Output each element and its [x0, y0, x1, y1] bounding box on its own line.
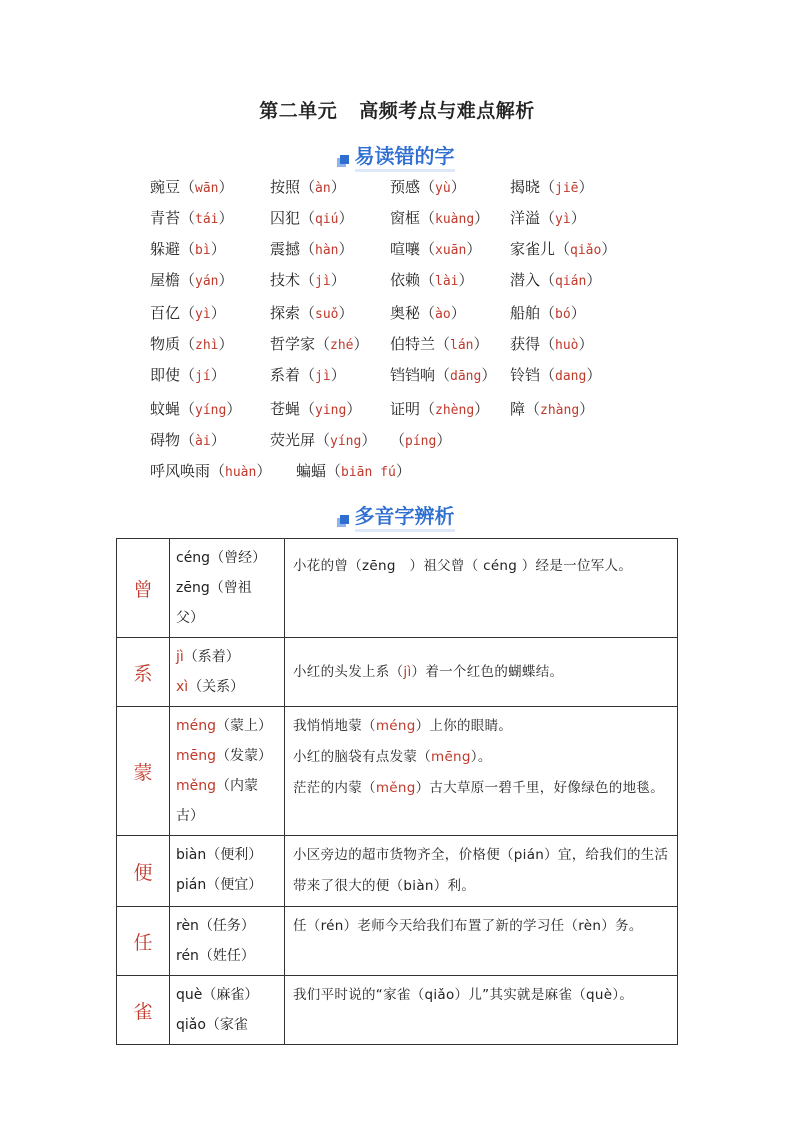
table-row — [117, 907, 678, 976]
misread-word: 技术（jì） — [270, 271, 346, 289]
misread-word: 潜入（qián） — [510, 271, 602, 289]
misread-word: 喧嚷（xuān） — [390, 240, 482, 258]
misread-word: 躲避（bì） — [150, 240, 226, 258]
example-cell: 我们平时说的“家雀（qiǎo）儿”其实就是麻雀（què）。 — [285, 976, 678, 1045]
misread-word: 铛铛响（dāng） — [390, 366, 497, 384]
misread-word: 船舶（bó） — [510, 304, 586, 322]
polyphone-char: 任 — [117, 907, 170, 976]
polyphone-char: 便 — [117, 836, 170, 907]
misread-word: 伯特兰（lán） — [390, 335, 489, 353]
readings-cell: què（麻雀） qiǎo（家雀 — [170, 976, 285, 1045]
polyphone-char: 系 — [117, 638, 170, 707]
misread-word: 证明（zhèng） — [390, 400, 490, 418]
misread-word: 障（zhàng） — [510, 400, 595, 418]
readings-cell: rèn（任务） rén（姓任） — [170, 907, 285, 976]
misread-word: 依赖（lài） — [390, 271, 474, 289]
misread-word: 百亿（yì） — [150, 304, 226, 322]
section-heading-misread: 易读错的字 — [0, 140, 794, 169]
table-row — [117, 707, 678, 836]
misread-word: 按照（àn） — [270, 178, 346, 196]
polyphone-char: 蒙 — [117, 707, 170, 836]
misread-word: 洋溢（yì） — [510, 209, 586, 227]
misread-word: 呼风唤雨（huàn） — [150, 462, 272, 480]
misread-word: 获得（huò） — [510, 335, 594, 353]
example-cell: 小花的曾（zēng ）祖父曾（ céng ）经是一位军人。 — [285, 539, 678, 638]
misread-word: 青苔（tái） — [150, 209, 234, 227]
misread-word: 预感（yù） — [390, 178, 466, 196]
square-bullet-icon — [340, 515, 349, 524]
page-title — [0, 96, 794, 123]
misread-word: 蚊蝇（yíng） — [150, 400, 242, 418]
misread-word: 蝙蝠（biān fú） — [296, 462, 411, 480]
misread-word: 窗框（kuàng） — [390, 209, 490, 227]
misread-word: 苍蝇（ying） — [270, 400, 362, 418]
title-topic: 高频考点与难点解析 — [359, 100, 535, 122]
readings-cell: méng（蒙上） mēng（发蒙） měng（内蒙 古） — [170, 707, 285, 836]
example-cell: 我悄悄地蒙（méng）上你的眼睛。 小红的脑袋有点发蒙（mēng）。 茫茫的内蒙（měng）古大草原一碧千里，好像绿色的地毯。 — [285, 707, 678, 836]
misread-word: 震撼（hàn） — [270, 240, 354, 258]
misread-word: 铃铛（dang） — [510, 366, 602, 384]
misread-word: 哲学家（zhé） — [270, 335, 369, 353]
misread-word: 碍物（ài） — [150, 431, 226, 449]
misread-word: 揭晓（jiē） — [510, 178, 594, 196]
polyphone-char: 雀 — [117, 976, 170, 1045]
misread-word: 奥秘（ào） — [390, 304, 466, 322]
square-bullet-icon — [340, 155, 349, 164]
table-row — [117, 836, 678, 907]
readings-cell: biàn（便利） pián（便宜） — [170, 836, 285, 907]
readings-cell: jì（系着） xì（关系） — [170, 638, 285, 707]
polyphone-char: 曾 — [117, 539, 170, 638]
table-row — [117, 976, 678, 1045]
example-cell: 任（rén）老师今天给我们布置了新的学习任（rèn）务。 — [285, 907, 678, 976]
table-row — [117, 539, 678, 638]
title-unit: 第二单元 — [259, 100, 338, 122]
misread-word: 囚犯（qiú） — [270, 209, 354, 227]
misread-word: 荧光屏（yíng） — [270, 431, 377, 449]
misread-word: 探索（suǒ） — [270, 304, 354, 322]
readings-cell: céng（曾经） zēng（曾祖 父） — [170, 539, 285, 638]
polyphone-table — [116, 538, 678, 1045]
misread-word: 物质（zhì） — [150, 335, 234, 353]
misread-word: 系着（jì） — [270, 366, 346, 384]
example-cell: 小区旁边的超市货物齐全，价格便（pián）宜，给我们的生活带来了很大的便（biàn）利。 — [285, 836, 678, 907]
misread-word: 豌豆（wān） — [150, 178, 234, 196]
misread-word: 即使（jí） — [150, 366, 226, 384]
table-row — [117, 638, 678, 707]
section-heading-polyphone: 多音字辨析 — [0, 500, 794, 529]
example-cell: 小红的头发上系（jì）着一个红色的蝴蝶结。 — [285, 638, 678, 707]
misread-word: 屋檐（yán） — [150, 271, 234, 289]
misread-word: 家雀儿（qiǎo） — [510, 240, 617, 258]
misread-word: （píng） — [390, 431, 452, 449]
